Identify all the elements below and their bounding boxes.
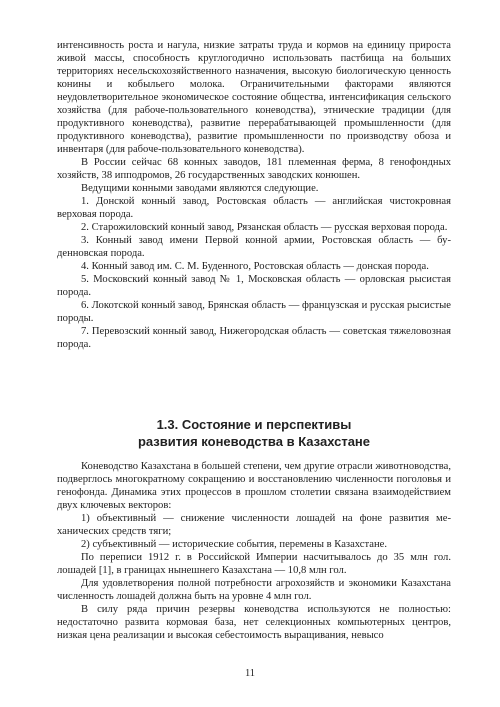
- list-item-7: 7. Перевозский конный завод, Нижегородская область — советская тяжеловозная порода.: [57, 326, 451, 350]
- list-item-4: 4. Конный завод им. С. М. Буденного, Ростовская область — донская порода.: [81, 261, 429, 272]
- list-item-5: 5. Московский конный завод № 1, Московская область — орловская рысистая порода.: [57, 274, 451, 298]
- text-block-lower: [57, 460, 451, 642]
- paragraph-2: В России сейчас 68 конных заводов, 181 племенная ферма, 8 генофондных хозяйств, 38 ипподромов, 26 государственных заводских конюшен.: [57, 157, 451, 181]
- paragraph-7: В силу ряда причин резервы коневодства используются не полностью: недостаточно развита кормовая база, нет селекционных компьютерных центров, низкая цена реализации и высокая себестоимость выращивания, невысо: [57, 604, 451, 641]
- paragraph-5: По переписи 1912 г. в Российской Империи насчитывалось до 35 млн гол. лошадей [1], в границах нынешнего Казахстана — 10,8 млн гол.: [57, 552, 451, 576]
- section-heading-line-2: развития коневодства в Казахстане: [137, 434, 371, 449]
- paragraph-1: интенсивность роста и нагула, низкие затраты труда и кормов на единицу прироста живой массы, способность круглогодично использовать пастбища на больших территориях несельскохозяйственного назначения, высокую биологическую ценность конины и кобыльего молока. Ограничительными факторами являются неудовлетворительное экономическое состояние общества, интенсификация сельского хозяйства (для рабоче-пользовательного коневодства), этнические традиции (для продуктивного коневодства), развитие перерабатывающей промышленности (для продуктивного коневодства), развитие промышленности по производству обоза и инвентаря (для рабоче-пользовательного коневодства).: [57, 40, 451, 155]
- list-item-objective: 1) объективный — снижение численности лошадей на фоне развития механических средств тяги;: [57, 513, 451, 537]
- list-item-2: 2. Старожиловский конный завод, Рязанская область — русская верховая порода.: [81, 222, 448, 233]
- page-number: 11: [244, 668, 256, 679]
- list-item-1: 1. Донской конный завод, Ростовская область — английская чистокровная верховая порода.: [57, 196, 451, 220]
- paragraph-6: Для удовлетворения полной потребности агрохозяйств и экономики Казахстана численность лошадей должна быть на уровне 4 млн гол.: [57, 578, 451, 602]
- paragraph-3: Ведущими конными заводами являются следующие.: [81, 183, 319, 194]
- list-item-6: 6. Локотской конный завод, Брянская область — французская и русская рысистые породы.: [57, 300, 451, 324]
- section-heading-line-1: 1.3. Состояние и перспективы: [156, 417, 352, 432]
- list-item-3: 3. Конный завод имени Первой конной армии, Ростовская область — буденновская порода.: [57, 235, 451, 259]
- list-item-subjective: 2) субъективный — исторические события, перемены в Казахстане.: [81, 539, 387, 550]
- paragraph-4: Коневодство Казахстана в большей степени, чем другие отрасли животноводства, подверглось многократному сокращению и восстановлению численности поголовья и генофонда. Динамика этих процессов в прошлом столетии связана взаимодействием двух ключевых векторов:: [57, 461, 451, 511]
- section-heading: [57, 416, 451, 450]
- text-block-upper: [57, 39, 451, 351]
